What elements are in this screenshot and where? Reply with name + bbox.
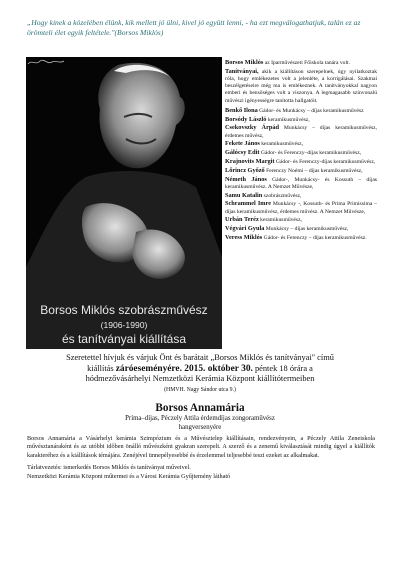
intro-name-rest: az Iparművészeti Főiskola tanára volt. (263, 60, 350, 66)
artist-name: Lőrincz Győző (225, 166, 265, 174)
intro-name: Borsos Miklós (225, 59, 264, 66)
artist-name: Samu Katalin (225, 191, 263, 199)
artist-entry (225, 116, 377, 124)
closing-event-date: záróeseményére. 2015. október 30. (115, 363, 253, 374)
artist-entry (225, 216, 377, 224)
artist-desc: keramikusművész, (266, 116, 310, 123)
artist-entry (225, 149, 377, 157)
artist-entry (225, 124, 377, 139)
invite-line3: hódmezővásárhelyi Nemzetközi Kerámia Központ kiállítótermeiben (85, 374, 315, 383)
artist-name: Borsódy László (225, 115, 267, 123)
artist-desc: Ferenczy Noémi – díjas keramikusművész, (264, 167, 363, 174)
artist-entry (225, 192, 377, 200)
performer-name: Borsos Annamária (155, 402, 245, 414)
invite-line2 (24, 364, 376, 375)
artist-entry (225, 107, 377, 115)
performer-title: Príma–díjas, Péczely Attila érdemdíjas zongoraművész (125, 415, 275, 422)
intro-paragraph (225, 68, 377, 105)
artist-name: Végvári Gyula (225, 225, 265, 233)
artist-name: Benkő Ilona (225, 106, 258, 114)
artist-desc: Munkácsy – díjas keramikusművész, (264, 226, 349, 233)
artist-entry (225, 225, 377, 233)
artist-entry (225, 167, 377, 175)
artist-name: Schrammel Imre (225, 200, 272, 208)
artist-name: Veress Miklós (225, 233, 263, 241)
artist-desc: keramikusművész, (258, 217, 302, 224)
body-text (27, 435, 375, 481)
artist-desc: Gádor-, Munkácsy- és Kossuth – díjas keramikusművész. A Nemzet Művésze, (225, 176, 377, 190)
artist-name: Fekete János (225, 140, 260, 148)
artist-column (225, 59, 377, 243)
artist-desc: szobrászművész, (262, 192, 302, 199)
artist-desc: Gádor- és Ferenczy – díjas keramikusművész. (262, 234, 367, 241)
artist-name: Krajnovits Margit (225, 158, 275, 165)
artist-list (225, 107, 377, 242)
poster-title: Borsos Miklós szobrászművész (40, 303, 208, 317)
artist-desc: keramikusművész, (259, 141, 303, 148)
artist-name: Urbán Teréz (225, 216, 259, 224)
signature-mark (26, 57, 66, 67)
invitation (24, 353, 376, 395)
guided-tour: Tárlatvezetés: ismerkedés Borsos Miklós és tanítványai műveivel. (27, 464, 191, 472)
performer-block (24, 402, 376, 432)
venue-address: (HMVH. Nagy Sándor utca 9.) (164, 386, 236, 393)
invite-line1: Szeretettel hívjuk és várjuk Önt és barátait „Borsos Miklós és tanítványai" című (66, 353, 334, 362)
venue-note: Nemzetközi Kerámia Központ műtermei és a Városi Kerámia Gyűjtemény látható (27, 472, 231, 480)
opening-quote: „Hogy kinek a közelében élünk, kik mellett jó ülni, kivel jó együtt lenni, - ha ezt megválogathatjuk, talán ez az örömteli élet egyik feltétele."(Borsos Miklós) (27, 18, 361, 37)
poster-years: (1906-1990) (100, 320, 148, 330)
intro-text: akik a kiállításon szerepelnek, úgy nyilatkoztak róla, hogy emlékezetes volt a jelenléte, a korrigálásai. Szakmai beszélgetéseire még ma is emlékeznek. A tanítványokkal nagyon emberi és bensőséges volt a viszonya. A legmagasabb színvonalú művészi igényességre tanította hallgatóit. (225, 68, 377, 104)
artist-entry (225, 140, 377, 148)
artist-entry (225, 234, 377, 242)
intro-label: Tanítványai, (225, 67, 259, 75)
performer-bio: Borsos Annamária a Vásárhelyi kerámia Szimpózium és a Művésztelep kiállításain, rendezvényein, a Péczely Attila Zeneiskola művésztanáraként és az utóbbi időben önálló művészként gyakran szerepelt. A szerző és a zenemű kiválasztását mindig úgyel a kiállítók karakteréhez és a kiállítások témájára. Zenéjével ünnepélyesebbé és érzelemmel teljesebbé teszi ezeket az alkalmakat. (27, 435, 375, 459)
artist-entry (225, 176, 377, 191)
artist-desc: Gádor- és Ferenczy-díjas keramikusművész, (274, 159, 376, 165)
invite-line2-post: péntek 18 órára a (252, 363, 313, 373)
artist-entry (225, 200, 377, 215)
performer-concert: hangversenyére (178, 424, 222, 431)
artist-desc: Munkácsy – díjas keramikusművész, érdemes művész, (225, 125, 378, 139)
invite-line2-pre: kiállítás (87, 363, 116, 373)
intro-line (225, 59, 377, 67)
artist-name: Németh János (225, 175, 267, 183)
artist-desc: Gádor- és Ferenczy–díjas keramikusművész, (259, 150, 362, 157)
poster-subtitle: és tanítványai kiállítása (61, 332, 187, 346)
artist-desc: Gádor- és Munkácsy – díjas keramikusművész (257, 107, 364, 114)
artist-entry (225, 158, 377, 166)
artist-name: Csekovszky Árpád (225, 124, 280, 132)
artist-name: Gálócsy Edit (225, 149, 260, 157)
artist-desc: Munkácsy -, Kossuth- és Prima Primissima – díjas keramikusművész, érdemes művész. A Nemzet Művésze, (225, 201, 377, 215)
exhibition-poster (26, 57, 222, 349)
